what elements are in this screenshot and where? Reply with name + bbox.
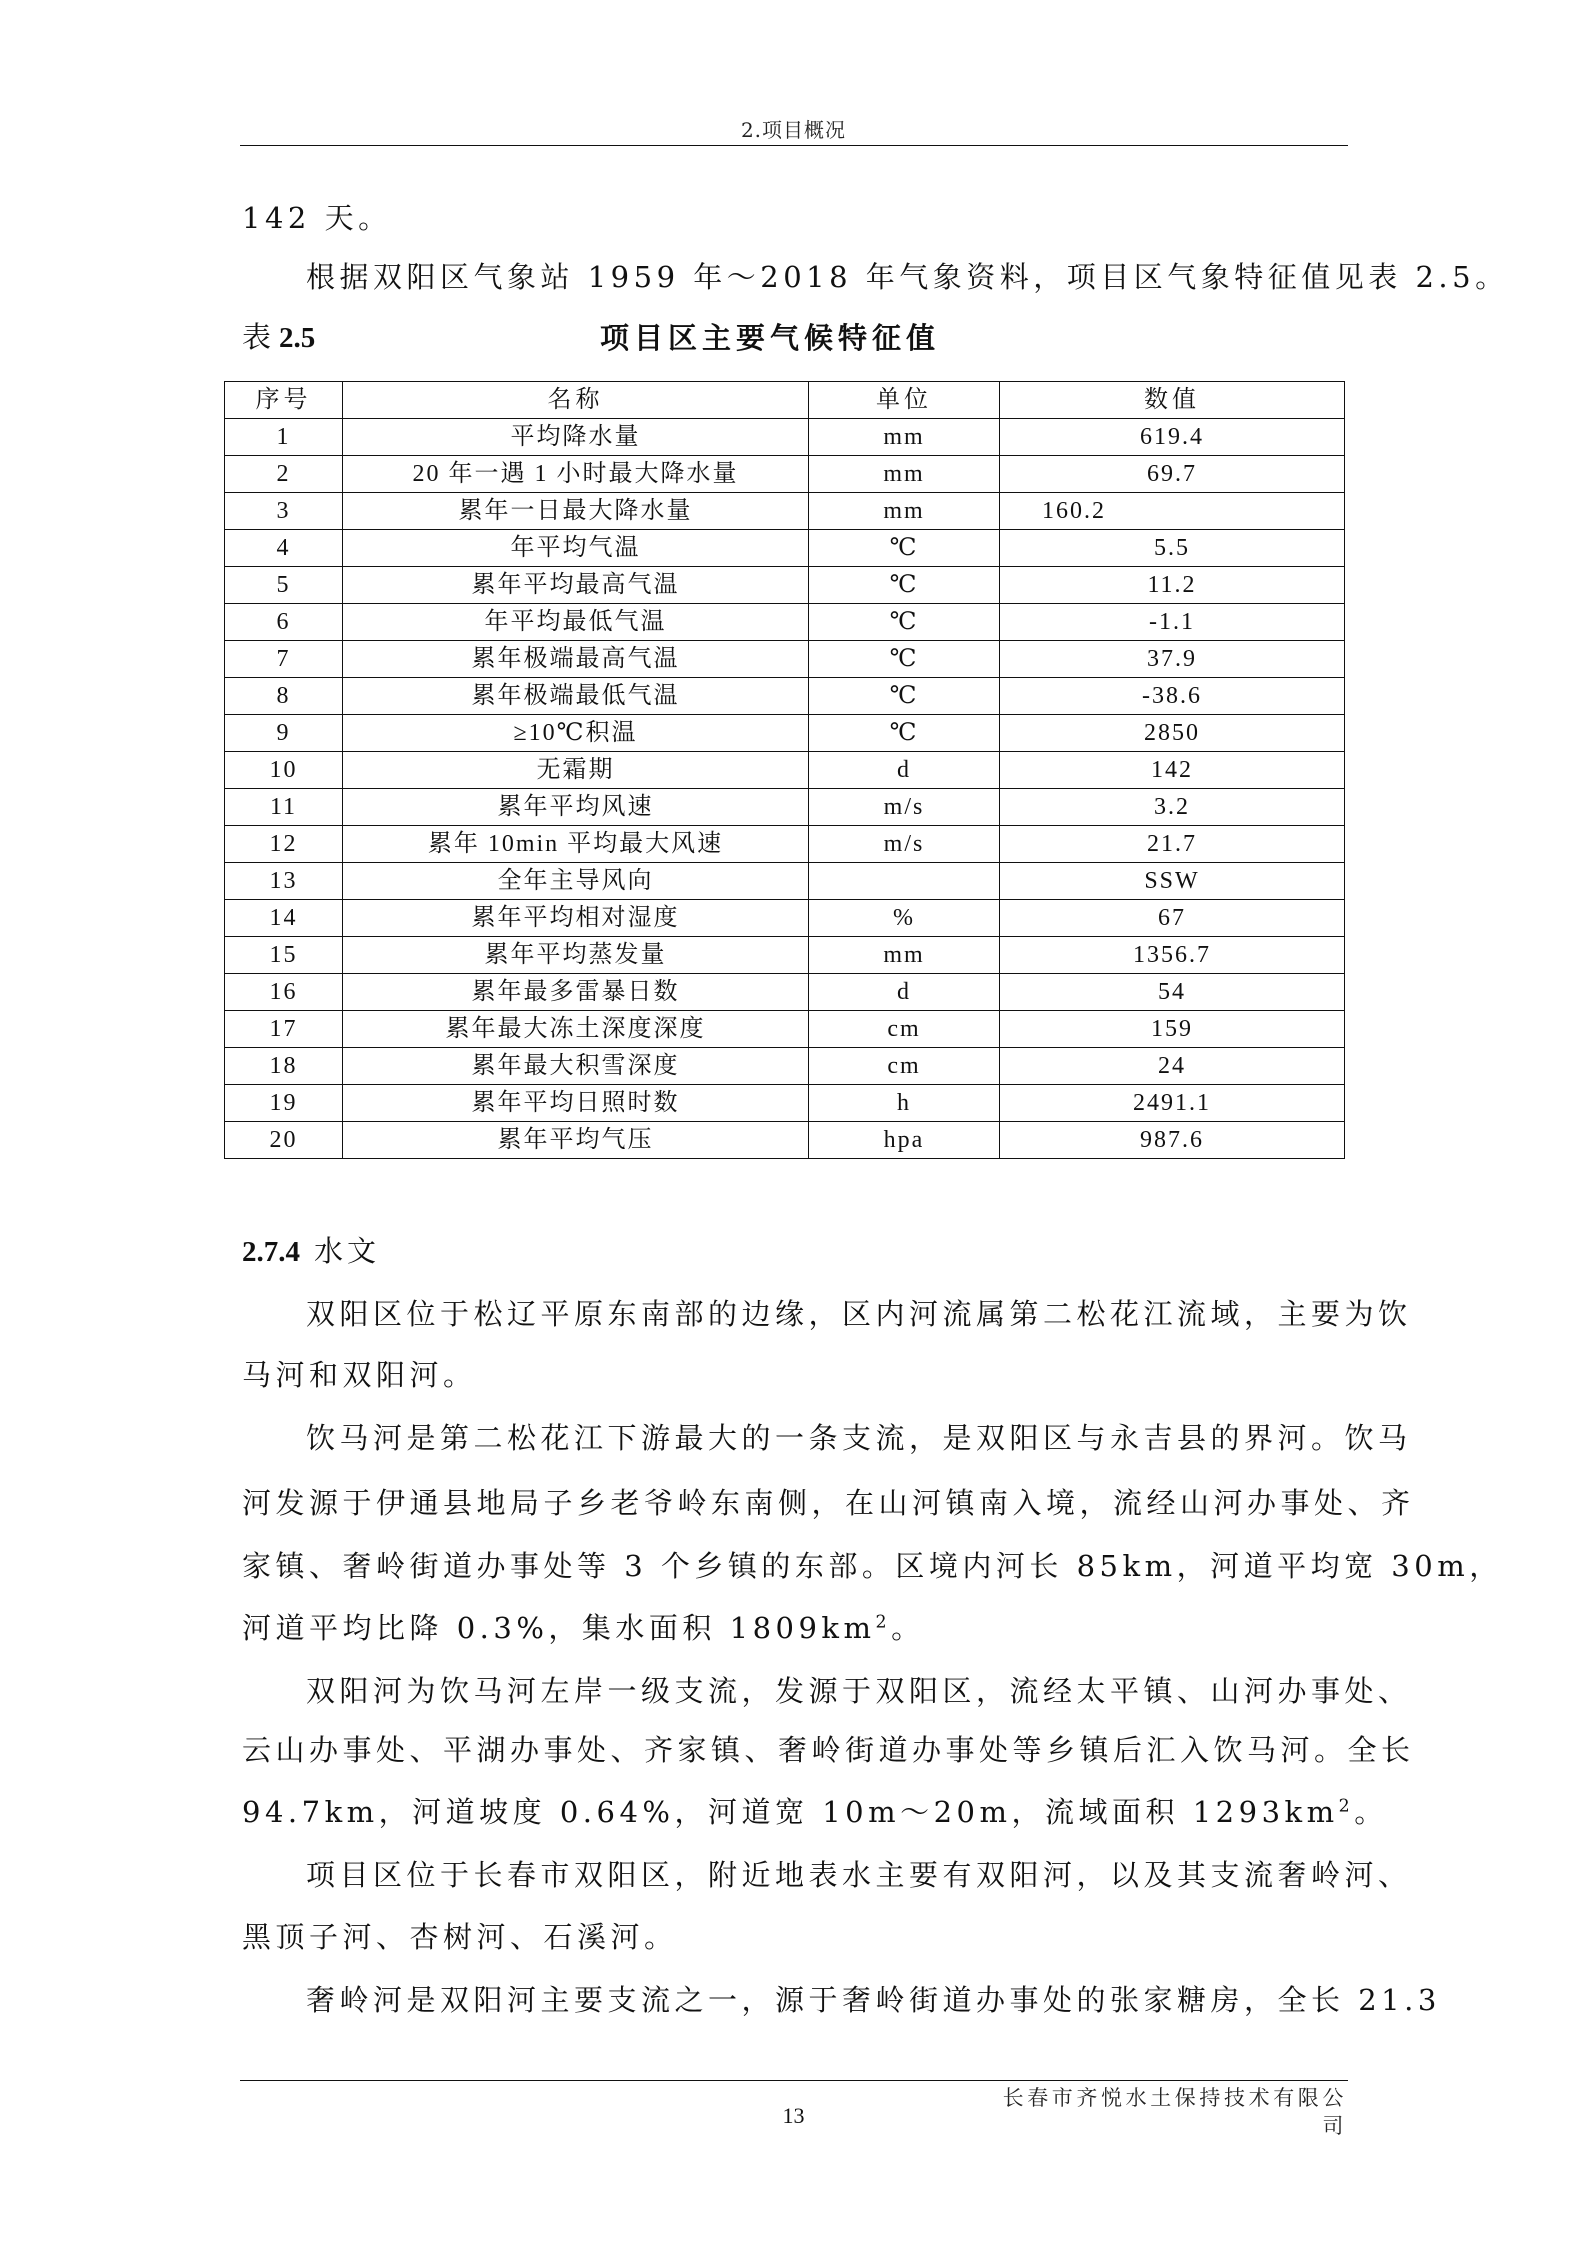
column-header-value: 数值 [1000, 382, 1345, 419]
cell-value: 987.6 [1000, 1122, 1345, 1159]
cell-unit: ℃ [809, 678, 1000, 715]
cell-no: 4 [225, 530, 343, 567]
cell-value: 619.4 [1000, 419, 1345, 456]
table-row [225, 974, 1345, 1011]
cell-no: 12 [225, 826, 343, 863]
cell-name: 20 年一遇 1 小时最大降水量 [343, 456, 809, 493]
cell-name: 累年最大冻土深度深度 [343, 1011, 809, 1048]
cell-no: 14 [225, 900, 343, 937]
body-line: 黑顶子河、杏树河、石溪河。 [242, 1920, 678, 1954]
cell-unit: mm [809, 493, 1000, 530]
cell-name: 累年平均相对湿度 [343, 900, 809, 937]
cell-unit: hpa [809, 1122, 1000, 1159]
cell-unit: ℃ [809, 604, 1000, 641]
cell-unit: ℃ [809, 530, 1000, 567]
cell-unit: mm [809, 419, 1000, 456]
body-line-text: 河道平均比降 0.3%，集水面积 1809km [242, 1611, 876, 1645]
section-heading [242, 1231, 380, 1272]
cell-name: 累年平均气压 [343, 1122, 809, 1159]
cell-no: 17 [225, 1011, 343, 1048]
table-row [225, 1085, 1345, 1122]
cell-no: 8 [225, 678, 343, 715]
table-row [225, 641, 1345, 678]
line-end-punct: 。 [1354, 1795, 1388, 1829]
table-body [225, 419, 1345, 1159]
cell-value: 160.2 [1000, 493, 1345, 530]
cell-unit: mm [809, 456, 1000, 493]
cell-value: 2491.1 [1000, 1085, 1345, 1122]
cell-name: 累年一日最大降水量 [343, 493, 809, 530]
superscript: 2 [875, 1612, 892, 1633]
cell-name: 平均降水量 [343, 419, 809, 456]
cell-value: 2850 [1000, 715, 1345, 752]
cell-no: 20 [225, 1122, 343, 1159]
table-row [225, 1011, 1345, 1048]
cell-value: 69.7 [1000, 456, 1345, 493]
cell-name: 累年平均风速 [343, 789, 809, 826]
section-title: 水文 [314, 1234, 381, 1268]
cell-value: 21.7 [1000, 826, 1345, 863]
cell-unit: d [809, 752, 1000, 789]
cell-name: 累年极端最低气温 [343, 678, 809, 715]
body-line-with-superscript [242, 1608, 1344, 1648]
continuation-text: 142 天。 [242, 201, 392, 235]
table-row [225, 567, 1345, 604]
cell-value: 5.5 [1000, 530, 1345, 567]
cell-no: 18 [225, 1048, 343, 1085]
table-title: 项目区主要气候特征值 [600, 321, 941, 355]
page-number: 13 [782, 2103, 805, 2128]
cell-no: 13 [225, 863, 343, 900]
body-line: 双阳区位于松辽平原东南部的边缘，区内河流属第二松花江流域，主要为饮 [306, 1297, 1412, 1331]
column-header-name: 名称 [343, 382, 809, 419]
cell-unit: m/s [809, 789, 1000, 826]
cell-value: 11.2 [1000, 567, 1345, 604]
table-header-row [225, 382, 1345, 419]
cell-unit: m/s [809, 826, 1000, 863]
table-row [225, 900, 1345, 937]
table-row [225, 419, 1345, 456]
body-line-text: 94.7km，河道坡度 0.64%，河道宽 10m～20m，流域面积 1293km [242, 1795, 1339, 1829]
cell-unit: % [809, 900, 1000, 937]
table-row [225, 752, 1345, 789]
cell-name: 累年平均最高气温 [343, 567, 809, 604]
cell-name: 累年 10min 平均最大风速 [343, 826, 809, 863]
line-end-punct: 。 [891, 1611, 925, 1645]
cell-no: 5 [225, 567, 343, 604]
body-line: 饮马河是第二松花江下游最大的一条支流，是双阳区与永吉县的界河。饮马 [306, 1421, 1412, 1455]
cell-value: SSW [1000, 863, 1345, 900]
table-row [225, 715, 1345, 752]
header-rule [240, 145, 1348, 146]
cell-name: 累年极端最高气温 [343, 641, 809, 678]
body-line: 双阳河为饮马河左岸一级支流，发源于双阳区，流经太平镇、山河办事处、 [306, 1674, 1412, 1708]
section-number: 2.7.4 [242, 1236, 300, 1268]
cell-value: -1.1 [1000, 604, 1345, 641]
cell-no: 16 [225, 974, 343, 1011]
table-row [225, 826, 1345, 863]
cell-name: 年平均最低气温 [343, 604, 809, 641]
cell-no: 19 [225, 1085, 343, 1122]
table-row [225, 493, 1345, 530]
cell-unit: ℃ [809, 567, 1000, 604]
cell-value: 67 [1000, 900, 1345, 937]
cell-unit: mm [809, 937, 1000, 974]
cell-value: 1356.7 [1000, 937, 1345, 974]
cell-name: 累年最大积雪深度 [343, 1048, 809, 1085]
body-line: 奢岭河是双阳河主要支流之一，源于奢岭街道办事处的张家糖房，全长 21.3 [306, 1983, 1441, 2017]
footer-company: 长春市齐悦水土保持技术有限公司 [1002, 2086, 1347, 2138]
cell-no: 9 [225, 715, 343, 752]
cell-no: 6 [225, 604, 343, 641]
body-line: 家镇、奢岭街道办事处等 3 个乡镇的东部。区境内河长 85km，河道平均宽 30m， [242, 1549, 1503, 1583]
table-row [225, 1122, 1345, 1159]
table-row [225, 678, 1345, 715]
cell-no: 7 [225, 641, 343, 678]
cell-value: 142 [1000, 752, 1345, 789]
table-row [225, 789, 1345, 826]
cell-name: 无霜期 [343, 752, 809, 789]
superscript: 2 [1338, 1796, 1355, 1817]
cell-no: 1 [225, 419, 343, 456]
body-line: 河发源于伊通县地局子乡老爷岭东南侧，在山河镇南入境，流经山河办事处、齐 [242, 1486, 1415, 1520]
table-row [225, 530, 1345, 567]
body-line: 项目区位于长春市双阳区，附近地表水主要有双阳河，以及其支流奢岭河、 [306, 1858, 1412, 1892]
cell-value: 54 [1000, 974, 1345, 1011]
table-row [225, 604, 1345, 641]
footer-rule [240, 2080, 1348, 2081]
cell-value: 37.9 [1000, 641, 1345, 678]
running-header: 2.项目概况 [740, 118, 847, 142]
cell-unit: cm [809, 1048, 1000, 1085]
column-header-unit: 单位 [809, 382, 1000, 419]
cell-unit: h [809, 1085, 1000, 1122]
cell-no: 3 [225, 493, 343, 530]
cell-unit: d [809, 974, 1000, 1011]
body-line: 云山办事处、平湖办事处、齐家镇、奢岭街道办事处等乡镇后汇入饮马河。全长 [242, 1733, 1415, 1767]
table-row [225, 937, 1345, 974]
cell-no: 2 [225, 456, 343, 493]
cell-unit: cm [809, 1011, 1000, 1048]
cell-no: 15 [225, 937, 343, 974]
column-header-no: 序号 [225, 382, 343, 419]
cell-unit [809, 863, 1000, 900]
table-row [225, 863, 1345, 900]
cell-name: 累年平均蒸发量 [343, 937, 809, 974]
cell-name: 全年主导风向 [343, 863, 809, 900]
body-line-with-superscript [242, 1792, 1388, 1832]
cell-name: 累年最多雷暴日数 [343, 974, 809, 1011]
cell-value: 3.2 [1000, 789, 1345, 826]
intro-paragraph: 根据双阳区气象站 1959 年～2018 年气象资料，项目区气象特征值见表 2.5。 [306, 260, 1509, 294]
table-row [225, 1048, 1345, 1085]
cell-value: 159 [1000, 1011, 1345, 1048]
body-line: 马河和双阳河。 [242, 1358, 477, 1392]
cell-no: 11 [225, 789, 343, 826]
table-number [242, 318, 315, 358]
cell-name: 年平均气温 [343, 530, 809, 567]
table-number-value: 2.5 [279, 322, 316, 354]
cell-value: 24 [1000, 1048, 1345, 1085]
cell-value: -38.6 [1000, 678, 1345, 715]
climate-table [224, 381, 1345, 1159]
cell-unit: ℃ [809, 641, 1000, 678]
table-row [225, 456, 1345, 493]
cell-name: 累年平均日照时数 [343, 1085, 809, 1122]
cell-no: 10 [225, 752, 343, 789]
cell-unit: ℃ [809, 715, 1000, 752]
table-number-prefix: 表 [242, 322, 272, 354]
cell-name: ≥10℃积温 [343, 715, 809, 752]
